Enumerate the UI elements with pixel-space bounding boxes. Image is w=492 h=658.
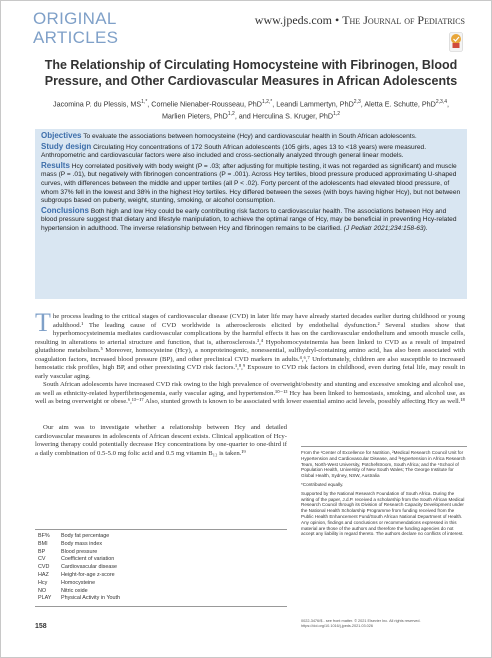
abbreviation-row (35, 580, 287, 588)
conclusions-heading: Conclusions (41, 205, 90, 215)
objectives-heading: Objectives (41, 131, 82, 140)
author-affiliation-marker: 2,3 (353, 99, 361, 105)
intro-paragraph-1 (35, 308, 465, 381)
drop-cap: T (35, 308, 51, 337)
abbreviation-term: Hcy (38, 579, 48, 586)
abbreviation-table (35, 529, 287, 607)
author-name: Aletta E. Schutte, PhD (364, 99, 436, 109)
abbreviation-term: BMI (38, 540, 48, 547)
author-name: Herculina S. Kruger, PhD (252, 111, 334, 121)
abbreviation-term: CVD (38, 564, 50, 571)
copyright-line: 0022-3476/$ - see front matter. © 2021 Elsevier Inc. All rights reserved. (301, 619, 421, 623)
affiliations-note: From the ¹Center of Excellence for Nutrition, ²Medical Research Council Unit for Hypertension and Cardiovascular Disease, and ³Hypertension in Africa Research Team, North-West University, Potchefstroom, South Africa; and the ⁴School of Population Health, University of New South Wales; The George Institute for Global Health, Sydney, NSW, Australia (301, 450, 466, 479)
results-heading: Results (41, 160, 70, 170)
abstract-conclusions (41, 207, 461, 234)
abbreviation-definition: Height-for-age z-score (61, 571, 115, 578)
abbreviation-term: BF% (38, 533, 50, 539)
abbreviation-term: HAZ (38, 571, 49, 578)
doi-link[interactable]: https://doi.org/10.1016/j.jpeds.2021.03.026 (301, 624, 373, 628)
author-list (41, 97, 461, 122)
crossmark-icon[interactable] (449, 32, 463, 52)
abbreviation-row (35, 595, 287, 603)
journal-header (255, 13, 465, 28)
author-name: Leandi Lammertyn, PhD (276, 99, 354, 109)
abbreviation-definition: Nitric oxide (61, 587, 88, 594)
abbreviation-term: NO (38, 587, 47, 594)
intro-paragraph-2: South African adolescents have increased CVD risk owing to the high prevalence of overweight/obesity and stunting and excessive smoking and alcohol use, as well as ethnicity-related hyperfibrinogenemia, early vascular aging, and hypertension.¹⁰⁻¹³ Hcy has been linked to hemostasis, smoking, and alcohol use, as well as being overweight or obese.⁶,¹³⁻¹⁷ Also, stunted growth is known to be associated with lower essential amino acid levels, possibly affecting Hcy as well.¹⁸ (35, 381, 465, 405)
contributed-note: *Contributed equally. (301, 481, 344, 487)
abbreviation-definition: Blood pressure (61, 548, 98, 555)
author-line-1: Jacomina P. du Plessis, $MS^{1,*}$, Cornelie Nienaber-Rousseau, PhD$^{1,2,*}$, Leandi Lammertyn, PhD$^{2,3}$, Aletta E. Schutte, PhD$^{2,3,4}$, (53, 99, 449, 109)
author-name: Jacomina P. du Plessis, MS (53, 99, 142, 109)
abstract-design (41, 143, 461, 161)
journal-name: The Journal of Pediatrics (342, 13, 465, 27)
citation-text: (J Pediatr 2021;234:158-63). (343, 224, 428, 232)
abbreviation-term: BP (38, 548, 46, 555)
abbreviation-row (35, 564, 287, 572)
abstract-results (41, 162, 461, 206)
section-label (33, 9, 118, 47)
abbreviation-definition: Body fat percentage (61, 533, 110, 539)
journal-separator: • (335, 13, 340, 27)
abbreviation-term: CV (38, 556, 46, 563)
abstract-box (35, 129, 467, 299)
abbreviation-row (35, 588, 287, 596)
introduction-text (35, 308, 465, 407)
page-number: 158 (35, 623, 47, 630)
intro-paragraph-1-text: he process leading to the critical stages of cardiovascular disease (CVD) in later life may have already started decades earlier during childhood or young adulthood.¹ The leading cause of CVD worldwide is atherosclerosis elicited by endothelial dysfunction.² Several studies show that hyperhomocysteinemia mediates cardiovascular complications by the harmful effects it has on the cardiovascular endothelium and smooth muscle cells, resulting in alterations to arterial structure and function, that is, atherosclerosis.³,⁴ Hypohomocysteinemia has been linked to CVD as a result of impaired glutathione metabolism.⁵ Moreover, homocysteine (Hcy), a nonproteinogenic, nonessential, sulfhydryl-containing amino acid, has also been associated with coagulation factors, increased blood pressure (BP), and other preclinical CVD markers in adults.⁴,⁶,⁷ Unfortunately, children are also susceptible to increased hemostatic risk profiles, high BP, and other preexisting CVD risk factors.¹,⁸,⁹ Exposure to CVD risk factors in childhood, even during fetal life, may result in early vascular aging. (35, 313, 465, 380)
abbreviation-definition: Homocysteine (61, 579, 96, 586)
abbreviation-definition: Body mass index (61, 540, 103, 547)
section-label-line2: ARTICLES (33, 28, 119, 47)
design-heading: Study design (41, 141, 92, 151)
author-affiliation-marker: 1,* (141, 99, 148, 105)
abbreviation-term: PLAY (38, 595, 52, 602)
design-text: Circulating Hcy concentrations of 172 South African adolescents (105 girls, ages 13 to <18 years) were measured. Anthropometric and cardiovascular factors were also included and cross-sectionally analyzed through general linear models. (41, 143, 427, 160)
section-label-line1: ORIGINAL (33, 9, 117, 28)
abbreviation-definition: Cardiovascular disease (61, 564, 118, 571)
intro-paragraph-3: Our aim was to investigate whether a relationship between Hcy and detailed cardiovascular measures in adolescents of African descent exists. Clinical application of Hcy-lowering therapy could potentially decrease Hcy concentrations by one-quarter to one-third if a daily combination of 0.5-5.0 mg folic acid and 0.5 mg vitamin B₁₂ is taken.¹⁹ (35, 424, 287, 457)
author-name: Marlien Pieters, PhD (161, 111, 228, 121)
abbreviation-row (35, 541, 287, 549)
abbreviation-definition: Coefficient of variation (61, 556, 115, 563)
footnotes (301, 446, 467, 540)
doi-block (301, 619, 467, 629)
abbreviation-definition: Physical Activity in Youth (61, 595, 121, 602)
author-affiliation-marker: 1,2,* (261, 99, 273, 105)
funding-note: Supported by the National Research Foundation of South Africa. During the writing of the paper, J.d.P. received a scholarship from the South African Medical Research Council through its Division of Research Capacity Development under the National Health Scholarship Programme from funding received from the Public Health Enhancement Fund/South African National Department of Health. Any opinion, findings and conclusions or recommendations expressed in this material are those of the authors and therefore the funding agencies do not accept any liability in regard thereto. The authors declare no conflicts of interest. (301, 490, 465, 537)
author-affiliation-marker: 2,3,4 (435, 99, 447, 105)
author-line-2: Marlien Pieters, PhD$^{1,2}$, and Herculina S. Kruger, PhD$^{1,2}$ (161, 111, 341, 121)
author-affiliation-marker: 1,2 (333, 111, 341, 118)
aim-text (35, 424, 287, 458)
abbreviation-row (35, 549, 287, 557)
article-title: The Relationship of Circulating Homocysteine with Fibrinogen, Blood Pressure, and Other Cardiovascular Measures in African Adolescents (44, 58, 458, 88)
objectives-text: To evaluate the associations between homocysteine (Hcy) and cardiovascular health in South African adolescents. (83, 133, 417, 140)
conclusions-text: Both high and low Hcy could be early contributing risk factors to cardiovascular health. The associations between Hcy and blood pressure suggest that dietary and lifestyle manipulation, to achieve the optimal range of Hcy, may be beneficial in preventing Hcy-related hypertension in adulthood. The inverse relationship between Hcy and fibrinogen remains to be clarified. (41, 207, 457, 232)
results-text: Hcy correlated positively with body weight (P = .03; after adjusting for multiple testing, it was not regarded as significant) and muscle mass (P = .01), but negatively with fibrinogen concentrations (P = .001). Across Hcy tertiles, blood pressure produced approximating U-shaped curves, with differences between the middle and upper tertiles (all P < .02). Forty percent of the adolescents had elevated blood pressure, of whom 37% fell in the lowest and 38% in the highest Hcy tertiles. Hcy differed between the sexes (with boys having higher Hcy), but not between subgroups based on puberty, weight, stunting, smoking, or alcohol consumption. (41, 162, 461, 205)
abbreviation-row (35, 533, 287, 541)
author-affiliation-marker: 1,2 (227, 111, 235, 118)
abbreviation-row (35, 556, 287, 564)
author-name: Cornelie Nienaber-Rousseau, PhD (151, 99, 262, 109)
abstract-objectives (41, 132, 461, 142)
journal-url[interactable]: www.jpeds.com (254, 13, 332, 27)
abbreviation-row (35, 572, 287, 580)
